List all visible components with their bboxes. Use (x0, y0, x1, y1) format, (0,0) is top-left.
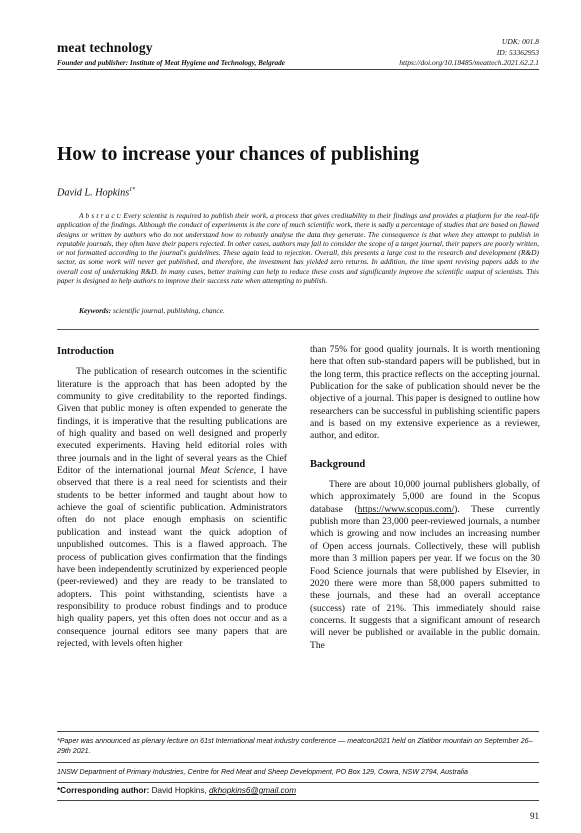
background-text-b: ). These currently publish more than 23,000 peer-reviewed journals, a number which is growing and now includes an increasing number of Open access journals. Collectively, these will publish more than 3 million papers per year. If we focus on the 30 Food Science journals that were published by Elsevier, in 2020 there were more than 58,000 papers submitted to these journals, and these had an overall acceptance (success) rate of 21%. This immediately should raise concerns. It suggests that a significant amount of research will never be published or available in the public domain. The (310, 503, 541, 651)
intro-text-a: The publication of research outcomes in the scientific literature is the approach that has been adopted by the community to give creditability to the reported findings. Given that public money is often expended to generate the findings, it is imperative that the resulting publications are of high quality and based on well designed and properly executed experiments. Having held editorial roles with three journals and in the light of several years as the Chief Editor of the international journal (57, 366, 287, 477)
background-paragraph (310, 479, 540, 652)
abstract: A b s t r a c t: Every scientist is required to publish their work, a process that gives creditability to their findings and provides a platform for the real-life application of the findings. Although the conduct of experiments is the core of much scientific work, there is sadly a percentage of studies that are based on flawed designs or written by authors who do not understand how to robustly analyse the data they generate. The consequence is that when they attempt to publish in reputable journals, they often have their papers rejected. In other cases, authors may fail to consider the scope of a target journal, their papers are poorly written, or not formatted according to the journal's guidelines. These again lead to rejection. Overall, this presents a large cost to the research and development (R&D) sector, as some work will never get published, and therefore, the investment has yielded zero returns. In addition, the time spent revising papers adds to the overall cost of undertaking R&D. In many cases, better training can help to reduce these costs and significantly improve the scientific output of scientists. This paper is designed to help authors to improve their success rate when attempting to publish. (57, 211, 539, 285)
udk-code: UDK: 001.8 (501, 37, 539, 46)
corresponding-author (57, 786, 296, 795)
header-rule (57, 69, 539, 70)
publisher-line: Founder and publisher: Institute of Meat Hygiene and Technology, Belgrade (57, 59, 285, 67)
id-code: ID: 53362953 (496, 47, 539, 57)
abstract-rule (57, 329, 539, 330)
author-marks: 1* (129, 187, 136, 193)
running-header (57, 40, 285, 67)
keywords (79, 306, 225, 315)
intro-text-b: , I have observed that there is a real need for scientists and their students to be better informed and taught about how to achieve the goal of scientific publication. Administrators often do not place enough emphasis on scientific publication and instead want the quick adoption of unpublished outcomes. This is a flawed approach. The process of publication gives confirmation that the findings have been independently scrutinized by experienced people (peer-reviewed) and they are ready to be translated to adopters. This point withstanding, scientists have a responsibility to produce robust findings and to produce high quality papers, yet this often does not occur and as a consequence journal editors see many papers that are rejected, with levels often higher (57, 465, 287, 649)
section-spacer (310, 443, 540, 457)
scopus-link[interactable]: https://www.scopus.com/ (357, 503, 455, 515)
footnote-rule-4 (57, 800, 539, 801)
author-line (57, 187, 135, 198)
doi-link[interactable]: https://doi.org/10.18485/meattech.2021.62.2.1 (399, 58, 539, 67)
background-text-a: There are about 10,000 journal publishers globally, of which approximately 5,000 are found in the Scopus database ( (310, 479, 540, 515)
section-heading-introduction: Introduction (57, 346, 114, 357)
column-left (57, 344, 287, 650)
intro-paragraph-continued: than 75% for good quality journals. It is worth mentioning here that often sub-standard papers will be published, but in the long term, this practice reflects on the accepting journal. Publication for the sake of publication should never be the objective of a journal. This paper is designed to outline how researchers can be successful in publishing scientific papers and is based on my extensive experience as a reviewer, author, and editor. (310, 344, 540, 442)
page-number: 91 (530, 811, 539, 821)
intro-paragraph (57, 366, 287, 650)
journal-name: meat technology (57, 40, 153, 55)
footnote-rule (57, 731, 539, 732)
footnote-conference: *Paper was announced as plenary lecture on 61st International meat industry conference — meatcon2021 held on Zlatibor mountain on September 26–29th 2021. (57, 737, 533, 755)
email-link[interactable]: dkhopkins6@gmail.com (208, 786, 297, 795)
corresponding-label: *Corresponding author: (57, 786, 150, 795)
article-identifiers (399, 37, 539, 69)
section-heading-background: Background (310, 458, 366, 470)
column-right (310, 344, 540, 652)
article-title: How to increase your chances of publishing (57, 144, 420, 165)
author-name: David L. Hopkins (57, 187, 130, 199)
keywords-list: scientific journal, publishing, chance. (112, 306, 225, 315)
footnote-rule-2 (57, 762, 539, 763)
corresponding-name: David Hopkins, (151, 786, 207, 795)
footnote-rule-3 (57, 782, 539, 783)
journal-reference: Meat Science (200, 465, 254, 477)
footnote-affiliation: 1NSW Department of Primary Industries, Centre for Red Meat and Sheep Development, PO Box 129, Cowra, NSW 2794, Australia (57, 768, 468, 776)
keywords-label: Keywords: (79, 306, 112, 315)
